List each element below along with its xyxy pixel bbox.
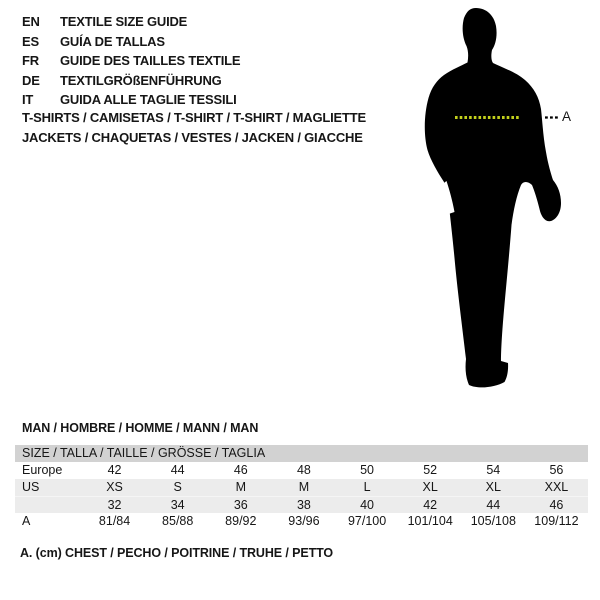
measure-label-a: A [562, 109, 572, 124]
size-cell: 105/108 [470, 514, 516, 528]
language-row-en [22, 12, 240, 32]
size-cell: XXL [544, 480, 569, 494]
size-cell: 46 [549, 498, 564, 512]
size-cell: XS [106, 480, 123, 494]
product-line-tshirts: T-SHIRTS / CAMISETAS / T-SHIRT / T-SHIRT / MAGLIETTE [22, 110, 366, 125]
language-title: GUIDE DES TAILLES TEXTILE [60, 53, 241, 68]
language-title: GUÍA DE TALLAS [60, 33, 165, 49]
size-cell: 93/96 [288, 514, 320, 528]
table-row-us [15, 479, 588, 496]
table-row-chest-a [15, 513, 588, 530]
size-cell: 36 [233, 498, 248, 512]
size-cell: 38 [296, 498, 311, 512]
size-cell: M [298, 480, 310, 494]
size-table-header: SIZE / TALLA / TAILLE / GRÖSSE / TAGLIA [15, 445, 588, 462]
size-cell: 42 [107, 463, 122, 477]
language-code: DE [22, 72, 40, 88]
row-label: A [22, 514, 31, 528]
language-row-it [22, 90, 240, 110]
language-title: TEXTILE SIZE GUIDE [60, 14, 188, 29]
row-label [15, 497, 83, 513]
size-cell: 44 [170, 463, 185, 477]
size-table [15, 445, 588, 530]
measurement-footnote: A. (cm) CHEST / PECHO / POITRINE / TRUHE / PETTO [20, 546, 334, 560]
language-code: ES [22, 33, 39, 49]
man-figure [395, 0, 600, 400]
size-cell: L [363, 480, 371, 494]
size-cell: 40 [360, 498, 375, 512]
language-title: GUIDA ALLE TAGLIE TESSILI [60, 92, 237, 107]
language-title: TEXTILGRÖßENFÜHRUNG [60, 72, 222, 88]
size-cell: 44 [486, 498, 501, 512]
man-silhouette [395, 0, 600, 400]
language-row-es [22, 32, 240, 52]
size-cell: 32 [107, 498, 122, 512]
size-cell: 34 [170, 498, 185, 512]
size-cell: 81/84 [98, 514, 131, 528]
product-categories [22, 108, 366, 147]
size-cell: XL [422, 480, 438, 494]
size-cell: 46 [233, 463, 248, 477]
section-label-man: MAN / HOMBRE / HOMME / MANN / MAN [22, 421, 259, 435]
size-cell: 89/92 [225, 514, 257, 528]
size-cell: 85/88 [162, 514, 194, 528]
language-row-fr [22, 51, 240, 71]
language-code: FR [22, 53, 39, 68]
language-list [22, 12, 240, 110]
size-cell: 48 [296, 463, 311, 477]
row-label: Europe [22, 463, 63, 477]
size-cell: M [235, 480, 247, 494]
size-cell: XL [485, 480, 501, 494]
language-code: EN [22, 14, 40, 29]
size-cell: 52 [423, 463, 438, 477]
size-cell: 50 [360, 463, 375, 477]
size-cell: 54 [486, 463, 501, 477]
size-cell: 42 [423, 498, 438, 512]
language-row-de [22, 71, 240, 91]
size-cell: 109/112 [534, 514, 579, 528]
product-line-jackets: JACKETS / CHAQUETAS / VESTES / JACKEN / GIACCHE [22, 129, 363, 145]
size-cell: 56 [549, 463, 564, 477]
size-cell: S [173, 480, 182, 494]
language-code: IT [22, 92, 34, 107]
size-cell: 101/104 [407, 514, 453, 528]
table-row-numeric [15, 496, 588, 513]
size-cell: 97/100 [347, 514, 387, 528]
table-row-europe [15, 462, 588, 479]
row-label: US [22, 480, 40, 494]
